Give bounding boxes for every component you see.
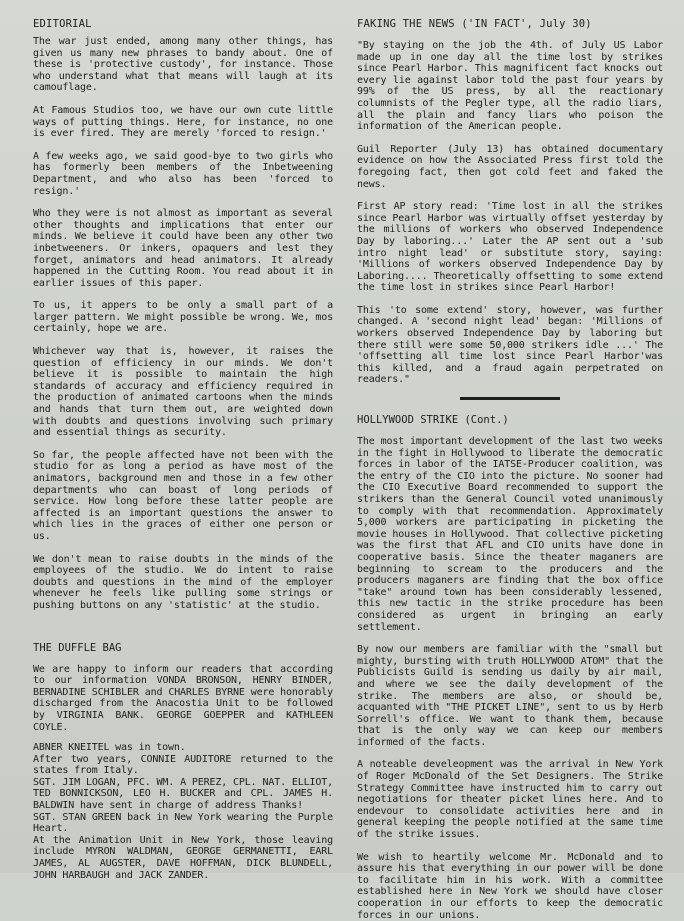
editorial-paragraph: A few weeks ago, we said good-bye to two girls who has formerly been members of the Inbetweening Department, and who also has been 'forced to resign.' — [33, 150, 333, 197]
duffle-bag-paragraph: We are happy to inform our readers that according to our information VONDA BRONSON, HENRY BINDER, BERNADINE SCHIBLER and CHARLES BYRNE were honorably discharged from the Anacostia Unit to be followed by VIRGINIA BANK. GEORGE GOEPPER and KATHLEEN COYLE. — [33, 663, 333, 733]
editorial-paragraph: To us, it appers to be only a small part of a larger pattern. We might possible be wrong. We, mos certainly, hope we are. — [33, 300, 333, 335]
duffle-bag-paragraph: SGT. STAN GREEN back in New York wearing the Purple Heart. — [33, 811, 333, 835]
duffle-bag-paragraph: After two years, CONNIE AUDITORE returned to the states from Italy. — [33, 753, 333, 777]
duffle-bag-paragraph: ABNER KNEITEL was in town. — [33, 742, 186, 754]
hollywood-strike-paragraph: We wish to heartily welcome Mr. McDonald and to assure his that everything in our power will be done to facilitate him in his work. With a committee established here in New York we should have closer cooperation in our efforts to keep the democratic forces in our unions. — [357, 851, 663, 921]
left-column — [33, 18, 333, 881]
editorial-paragraph: Who they were is not almost as important as several other thoughts and implications that enter our minds. We believe it could have been any other two inbetweeners. Or inkers, opaquers and lest they forget, animators and head animators. It already happened in the Cutting Room. You read about it in earlier issues of this paper. — [33, 208, 333, 289]
faking-news-heading: FAKING THE NEWS ('IN FACT', July 30) — [357, 18, 592, 30]
editorial-paragraph: So far, the people affected have not been with the studio for as long a period as have most of the animators, background men and those in a few other departments who can boast of long periods of service. How long before these latter people are affected is an important questions the answer to which lies in the graces of either one person or us. — [33, 449, 333, 542]
section-divider — [460, 397, 560, 400]
hollywood-strike-paragraph: A noteable develeopment was the arrival in New York of Roger McDonald of the Set Designers. The Strike Strategy Committee have instructed him to carry out negotiations for theater picket lines here. And to endevour to consolidate activities here and in general keeping the people notified at the same time of the strike issues. — [357, 759, 663, 841]
duffle-bag-heading: THE DUFFLE BAG — [33, 641, 122, 654]
editorial-paragraph: Whichever way that is, however, it raises the question of efficiency in our minds. We don't believe it is possible to maintain the high standards of accuracy and efficiency required in the production of animated cartoons when the minds and hands that turn them out, are weighted down with doubts and questions involving such primary and essential things as security. — [33, 346, 333, 439]
faking-news-paragraph: This 'to some extend' story, however, was further changed. A 'second night lead' began: 'Millions of workers observed Independence Day by laboring but there still were some 50,000 strikers idle ...' The 'offsetting all time lost since Pearl Harbor'was this killed, and a fraud again perpetrated on readers." — [357, 304, 663, 386]
duffle-bag-paragraph: At the Animation Unit in New York, those leaving include MYRON WALDMAN, GEORGE GERMANETTI, EARL JAMES, AL AUGSTER, DAVE HOFFMAN, DICK BLUNDELL, JOHN HARBAUGH and JACK ZANDER. — [33, 834, 333, 881]
faking-news-paragraph: Guil Reporter (July 13) has obtained documentary evidence on how the Associated Press first told the foregoing fact, then got cold feet and faked the news. — [357, 143, 663, 190]
faking-news-paragraph: "By staying on the job the 4th. of July US Labor made up in one day all the time lost by strikes since Pearl Harbor. This magnificent fact knocks out every lie against labor told the past four years by 99% of the US press, by all the reactionary columnists of the Pegler type, all the radio liars, all the plain and fancy liars who poison the information of the American people. — [357, 40, 663, 133]
duffle-bag-paragraph: SGT. JIM LOGAN, PFC. WM. A PEREZ, CPL. NAT. ELLIOT, TED BONNICKSON, LEO H. BUCKER and CPL. JAMES H. BALDWIN have sent in charge of address Thanks! — [33, 776, 333, 812]
faking-news-paragraph: First AP story read: 'Time lost in all the strikes since Pearl Harbor was virtually offset yesterday by the millions of workers who observed Independence Day by laboring...' Later the AP sent out a 'sub intro night lead' or substitute story, saying: 'Millions of workers observed Independence Day by Laboring.... Theoretically offsetting to some extend the time lost in strikes since Pearl Harbor! — [357, 201, 663, 294]
editorial-paragraph: At Famous Studios too, we have our own cute little ways of putting things. Here, for instance, no one is ever fired. They are merely 'forced to resign.' — [33, 104, 333, 140]
hollywood-strike-heading: HOLLYWOOD STRIKE (Cont.) — [357, 414, 509, 427]
right-column — [357, 18, 663, 921]
editorial-paragraph: The war just ended, among many other things, has given us many new phrases to bandy about. One of these is 'protective custody', for instance. Those who understand what that means will laugh at its camouflage. — [33, 36, 333, 94]
editorial-heading: EDITORIAL — [33, 18, 92, 30]
editorial-paragraph: We don't mean to raise doubts in the minds of the employees of the studio. We do intent to raise doubts and questions in the mind of the employer whenever he feels like pulling some strings or pushing buttons on any 'statistic' at the studio. — [33, 553, 333, 611]
hollywood-strike-paragraph: The most important development of the last two weeks in the fight in Hollywood to liberate the democratic forces in labor of the IATSE-Producer coalition, was the entry of the CIO into the picture. No sooner had the CIO Executive Board recommended to support the strikers than the General Council voted unanimously to comply with that recommendation. Approximately 5,000 workers are participating in picketing the movie houses in Hollywood. That collective picketing was the first that AFL and CIO units have done in cooperative basis. Since the theater maganers are beginning to scream to the producers and the producers maganers are finding that the box office "take" around town has been considerably lessened, this new tactic in the strike procedure has been considered as urgent in bringing an early settlement. — [357, 436, 663, 633]
hollywood-strike-paragraph: By now our members are familiar with the "small but mighty, bursting with truth HOLLYWOOD ATOM" that the Publicists Guild is sending us daily by air mail, and where we see the daily development of the strike. The members are also, or should be, acquanted with "THE PICKET LINE", sent to us by Herb Sorrell's office. We want to thank them, because that is the only way we can keep our members informed of the facts. — [357, 644, 663, 748]
